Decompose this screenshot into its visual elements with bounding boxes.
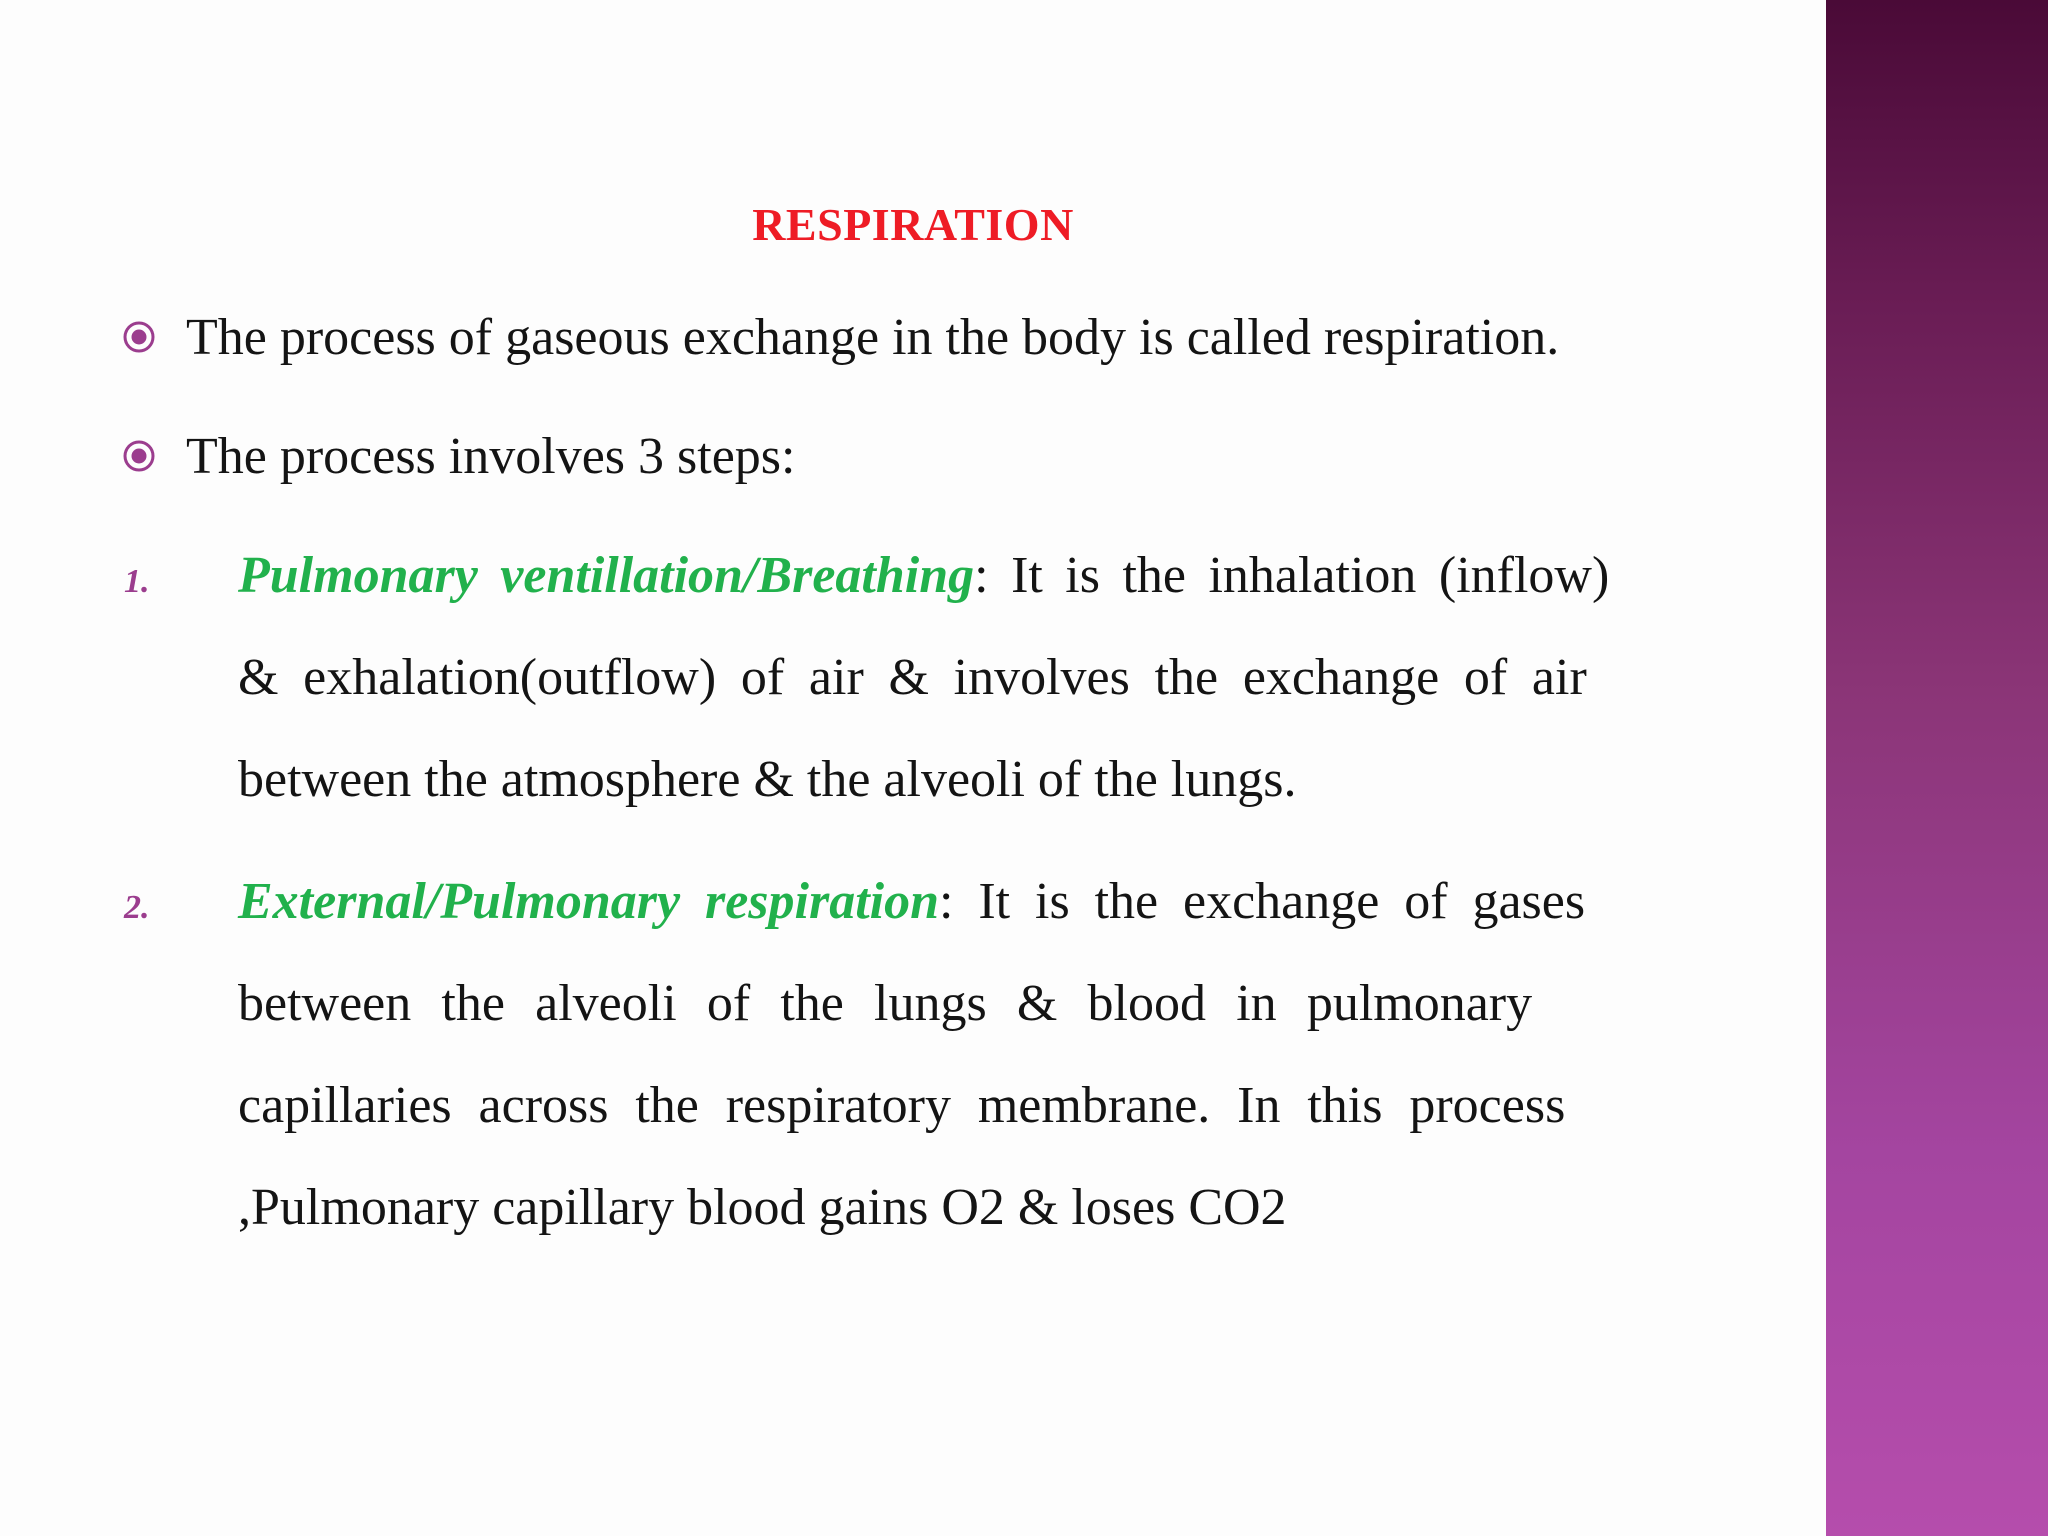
target-bullet-icon <box>122 439 156 473</box>
step-line-start <box>238 873 1585 930</box>
step-line <box>238 729 1704 831</box>
step-line-text: capillaries across the respiratory membrane. In this process <box>238 1077 1566 1134</box>
step-paragraph-2 <box>238 851 1704 1259</box>
step-line-rest: : It is the exchange of gases <box>939 873 1586 930</box>
step-line <box>238 1157 1704 1259</box>
step-line-text: between the alveoli of the lungs & blood in pulmonary <box>238 975 1533 1032</box>
step-line-text: between the atmosphere & the alveoli of the lungs. <box>238 751 1297 808</box>
step-line <box>238 525 1704 627</box>
step-number-2: 2. <box>124 889 150 926</box>
step-line-text: ,Pulmonary capillary blood gains O2 & loses CO2 <box>238 1179 1287 1236</box>
bullet-item-1 <box>122 297 1722 377</box>
step-paragraph-1 <box>238 525 1704 831</box>
step-line <box>238 953 1704 1055</box>
step-line <box>238 1055 1704 1157</box>
bullet-item-2 <box>122 416 1722 496</box>
bullet-text: The process of gaseous exchange in the body is called respiration. <box>186 308 1560 366</box>
step-line-start <box>238 547 1609 604</box>
bullet-text: The process involves 3 steps: <box>186 427 796 485</box>
step-line <box>238 627 1704 729</box>
step-number-1: 1. <box>124 563 150 600</box>
target-bullet-icon <box>122 320 156 354</box>
step-term: External/Pulmonary respiration <box>238 873 940 930</box>
step-term: Pulmonary ventillation/Breathing <box>238 547 975 604</box>
step-line-rest: : It is the inhalation (inflow) <box>974 547 1610 604</box>
step-line <box>238 851 1704 953</box>
step-line-text: & exhalation(outflow) of air & involves the exchange of air <box>238 649 1587 706</box>
slide-title: RESPIRATION <box>752 199 1074 250</box>
decorative-side-bar <box>1826 0 2048 1536</box>
